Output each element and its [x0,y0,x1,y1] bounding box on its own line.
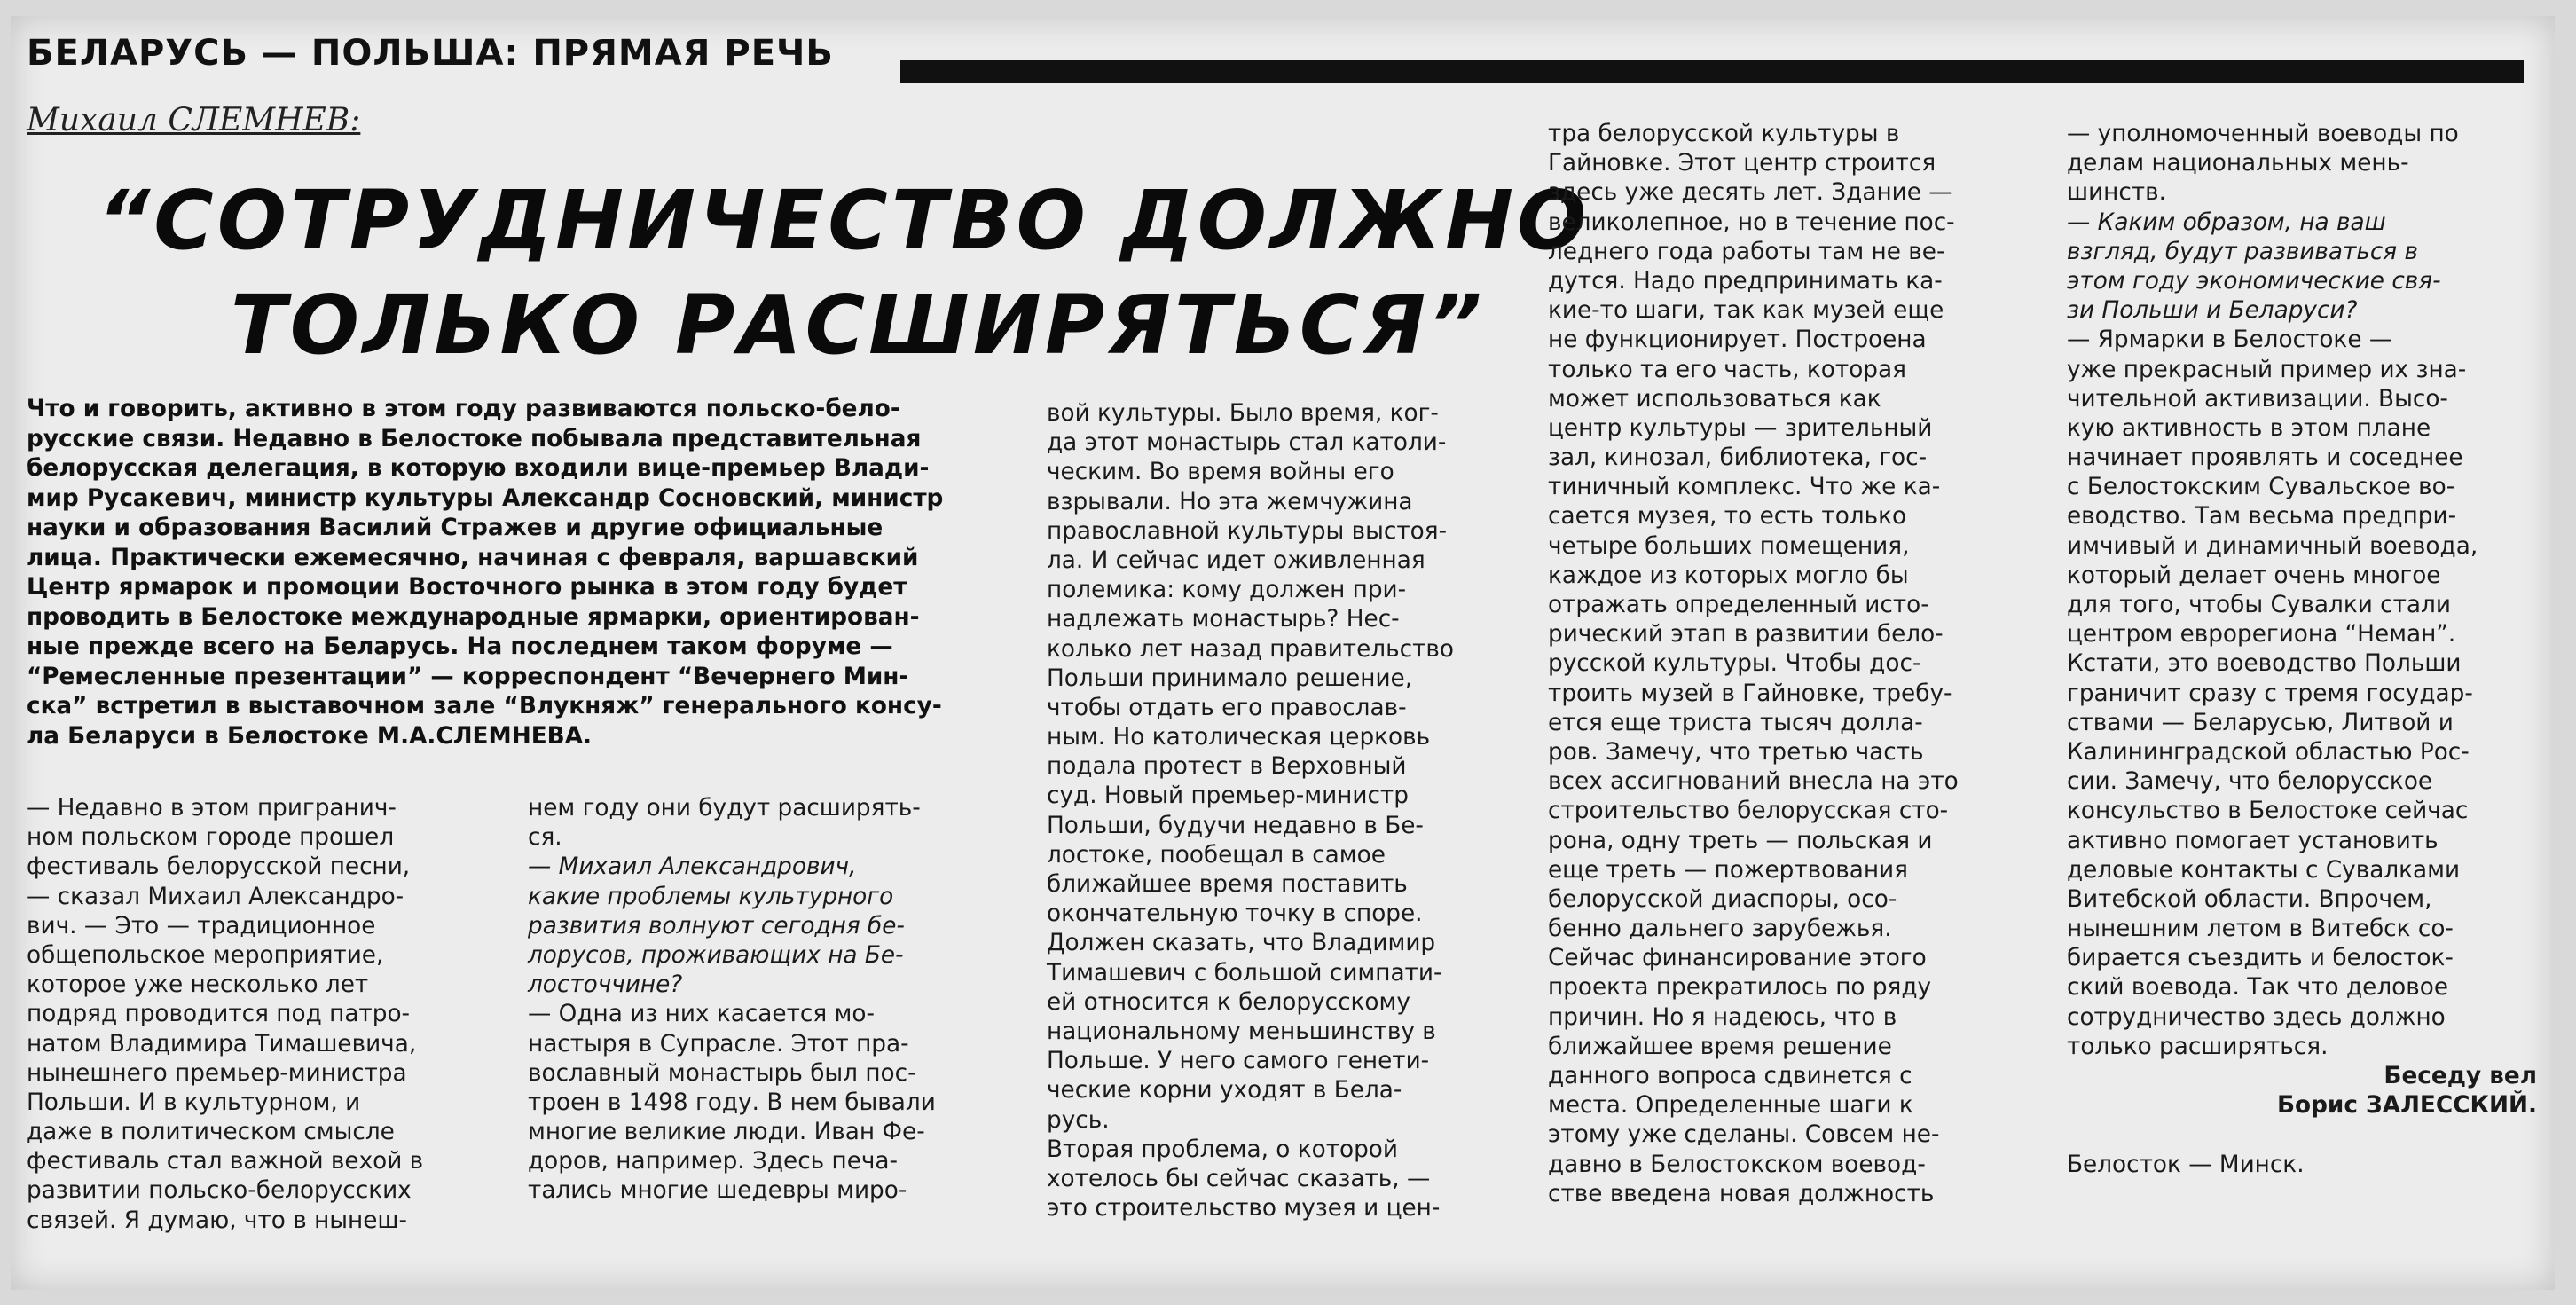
text-line: может использоваться как [1548,385,1881,413]
text-line: четыре больших помещения, [1548,532,1910,560]
text-line: Польши, будучи недавно в Бе- [1047,812,1424,839]
text-line: — Каким образом, на ваш [2067,208,2386,236]
text-line: развитии польско-белорусских [27,1177,412,1205]
text-line: консульство в Белостоке сейчас [2067,798,2469,825]
text-line: многие великие люди. Иван Фе- [528,1119,925,1146]
text-line: полемика: кому должен при- [1047,577,1407,604]
text-line: этом году экономические свя- [2067,267,2441,295]
text-line: центром еврорегиона “Неман”. [2067,621,2456,649]
text-line: национальному меньшинству в [1047,1018,1436,1045]
text-line: ей относится к белорусскому [1047,988,1410,1016]
text-line: окончательную точку в споре. [1047,900,1423,928]
signoff-place: Белосток — Минск. [2067,1151,2305,1178]
text-line: даже в политическом смысле [27,1119,395,1146]
text-line: зи Польши и Беларуси? [2067,297,2358,325]
lead-paragraph [27,395,993,751]
text-line: ский воевода. Так что деловое [2067,974,2448,1002]
text-line: чтобы отдать его православ- [1047,694,1407,721]
text-line: данного вопроса сдвинется с [1548,1063,1912,1089]
text-line: ные прежде всего на Беларусь. На последнем таком форуме — [27,633,893,660]
text-line: лица. Практически ежемесячно, начиная с февраля, варшавский [27,544,919,571]
text-line: развития волнуют сегодня бе- [528,912,905,939]
text-line: Сейчас финансирование этого [1548,945,1927,972]
text-line: леднего года работы там не ве- [1548,238,1945,265]
text-line: центр культуры — зрительный [1548,414,1933,442]
column-1 [27,794,488,1236]
text-line: сается музея, то есть только [1548,503,1907,531]
text-line: это строительство музея и цен- [1047,1195,1441,1222]
text-line: с Белостокским Сувальское во- [2067,474,2455,501]
text-line: ется еще триста тысяч долла- [1548,709,1923,736]
text-line: ном польском городе прошел [27,824,395,852]
text-line: вой культуры. Было время, ког- [1047,400,1439,427]
text-line: — Ярмарки в Белостоке — [2067,326,2393,354]
text-line: русские связи. Недавно в Белостоке побывала представительная [27,425,922,452]
text-line: бирается съездить и белосток- [2067,945,2454,972]
text-line: который делает очень многое [2067,562,2441,589]
text-line: — Одна из них касается мо- [528,1001,875,1028]
text-line: ска” встретил в выставочном зале “Влукняж” генерального консу- [27,693,942,719]
column-2 [528,794,989,1207]
text-line: кие-то шаги, так как музей еще [1548,297,1944,325]
text-line: ческим. Во время войны его [1047,459,1394,486]
text-line: нынешним летом в Витебск со- [2067,916,2454,943]
text-line: строительство белорусская сто- [1548,798,1949,825]
text-line: “Ремесленные презентации” — корреспондент “Вечернего Мин- [27,663,909,690]
headline-line-2: ТОЛЬКО РАСШИРЯТЬСЯ” [231,278,1486,373]
text-line: ся. [528,824,562,852]
text-line: Кстати, это воеводство Польши [2067,650,2462,678]
text-line: тались многие шедевры миро- [528,1177,907,1205]
signoff-credit-label: Беседу вел [2384,1063,2537,1089]
text-line: бенно дальнего зарубежья. [1548,916,1892,943]
text-line: не функционирует. Построена [1548,326,1927,354]
text-line: взгляд, будут развиваться в [2067,238,2418,265]
text-line: Тимашевич с большой симпати- [1047,959,1442,987]
text-line: рона, одну треть — польская и [1548,827,1933,854]
text-line: колько лет назад правительство [1047,635,1454,663]
headline-line-1: “СОТРУДНИЧЕСТВО ДОЛЖНО [98,173,1590,268]
text-line: ближайшее время поставить [1047,871,1408,898]
text-line: общепольское мероприятие, [27,941,384,969]
text-line: фестиваль белорусской песни, [27,853,411,881]
text-line: деловые контакты с Сувалками [2067,856,2461,884]
text-line: лостоке, пообещал в самое [1047,841,1386,869]
spacer [2067,1120,2537,1150]
text-line: чительной активизации. Высо- [2067,385,2448,413]
text-line: Калининградской областью Рос- [2067,738,2470,766]
text-line: настыря в Супрасле. Этот пра- [528,1030,909,1057]
text-line: сотрудничество здесь должно [2067,1003,2446,1031]
text-line: взрывали. Но эта жемчужина [1047,488,1413,515]
text-line: ческие корни уходят в Бела- [1047,1077,1402,1105]
text-line: великолепное, но в течение пос- [1548,208,1955,236]
text-line: мир Русакевич, министр культуры Александр Сосновский, министр [27,484,944,512]
text-line: сии. Замечу, что белорусское [2067,768,2433,796]
text-line: троен в 1498 году. В нем бывали [528,1089,936,1116]
text-line: ным. Но католическая церковь [1047,724,1431,751]
text-line: доров, например. Здесь печа- [528,1148,899,1175]
text-line: еще треть — пожертвования [1548,856,1908,884]
text-line: стве введена новая должность [1548,1180,1935,1207]
text-line: фестиваль стал важной вехой в [27,1148,424,1175]
text-line: места. Определенные шаги к [1548,1092,1913,1120]
text-line: хотелось бы сейчас сказать, — [1047,1165,1431,1192]
text-line: Польши. И в культурном, и [27,1089,361,1116]
text-line: Гайновке. Этот центр строится [1548,150,1936,177]
text-line: проекта прекратилось по ряду [1548,974,1932,1002]
text-line: белорусской диаспоры, осо- [1548,885,1897,913]
text-line: подряд проводится под патро- [27,1001,411,1028]
text-line: проводить в Белостоке международные ярмарки, ориентирован- [27,603,920,631]
text-line: Вторая проблема, о которой [1047,1136,1398,1163]
text-line: имчивый и динамичный воевода, [2067,532,2478,560]
text-line: какие проблемы культурного [528,883,894,910]
text-line: ла. И сейчас идет оживленная [1047,546,1425,574]
text-line: лосточчине? [528,971,683,999]
text-line: троить музей в Гайновке, требу- [1548,680,1952,707]
text-line: — уполномоченный воеводы по [2067,121,2459,147]
text-line: всех ассигнований внесла на это [1548,768,1959,796]
text-line: надлежать монастырь? Нес- [1047,606,1400,633]
text-line: белорусская делегация, в которую входили вице-премьер Влади- [27,455,930,482]
text-line: ров. Замечу, что третью часть [1548,738,1924,766]
text-line: Центр ярмарок и промоции Восточного рынка в этом году будет [27,574,907,601]
text-line: связей. Я думаю, что в нынеш- [27,1207,407,1234]
text-line: только та его часть, которая [1548,356,1906,383]
text-line: русь. [1047,1106,1110,1134]
text-line: которое уже несколько лет [27,971,369,999]
text-line: русской культуры. Чтобы дос- [1548,650,1921,678]
column-5 [2067,120,2537,1180]
text-line: каждое из которых могло бы [1548,562,1909,589]
text-line: — сказал Михаил Александро- [27,883,404,910]
rubric-rule [900,60,2524,83]
text-line: ствами — Беларусью, Литвой и [2067,709,2454,736]
column-3 [1047,399,1508,1223]
text-line: кую активность в этом плане [2067,414,2431,442]
text-line: только расширяться. [2067,1033,2329,1060]
headline [98,169,1590,378]
text-line: лорусов, проживающих на Бе- [528,941,904,969]
text-line: активно помогает установить [2067,827,2439,854]
text-line: начинает проявлять и соседнее [2067,444,2463,472]
text-line: суд. Новый премьер-министр [1047,782,1409,810]
text-line: делам национальных мень- [2067,150,2409,177]
text-line: этому уже сделаны. Совсем не- [1548,1121,1940,1149]
text-line: тиничный комплекс. Что же ка- [1548,474,1941,501]
text-line: — Михаил Александрович, [528,853,857,881]
text-line: для того, чтобы Сувалки стали [2067,592,2451,618]
text-line: Польши принимало решение, [1047,664,1413,692]
text-line: Витебской области. Впрочем, [2067,885,2432,913]
column-4 [1548,120,2018,1209]
text-line: нынешнего премьер-министра [27,1059,407,1087]
text-line: тра белорусской культуры в [1548,121,1900,147]
text-line: еводство. Там весьма предпри- [2067,503,2457,531]
text-line: дутся. Надо предпринимать ка- [1548,267,1943,295]
text-line: зал, кинозал, библиотека, гос- [1548,444,1928,472]
text-line: граничит сразу с тремя государ- [2067,680,2473,707]
text-line: уже прекрасный пример их зна- [2067,356,2467,383]
text-line: Должен сказать, что Владимир [1047,930,1436,957]
text-line: ла Беларуси в Белостоке М.А.СЛЕМНЕВА. [27,722,593,750]
text-line: рический этап в развитии бело- [1548,621,1944,649]
text-line: Польше. У него самого генети- [1047,1048,1430,1075]
text-line: нем году они будут расширять- [528,795,921,822]
text-line: шинств. [2067,179,2166,207]
byline: Михаил СЛЕМНЕВ: [27,102,361,138]
text-line: подала протест в Верховный [1047,753,1407,781]
text-line: вич. — Это — традиционное [27,912,376,939]
text-line: ближайшее время решение [1548,1033,1892,1060]
text-line: здесь уже десять лет. Здание — [1548,179,1952,207]
text-line: вославный монастырь был пос- [528,1059,916,1087]
text-line: давно в Белостокском воевод- [1548,1151,1926,1178]
text-line: православной культуры выстоя- [1047,517,1448,545]
text-line: отражать определенный исто- [1548,592,1929,618]
text-line: причин. Но я надеюсь, что в [1548,1003,1897,1031]
text-line: да этот монастырь стал католи- [1047,429,1447,457]
text-line: натом Владимира Тимашевича, [27,1030,417,1057]
signoff-author: Борис ЗАЛЕССКИЙ. [2276,1092,2537,1120]
text-line: науки и образования Василий Стражев и другие официальные [27,515,884,541]
text-line: — Недавно в этом пригранич- [27,795,397,822]
section-rubric: БЕЛАРУСЬ — ПОЛЬША: ПРЯМАЯ РЕЧЬ [27,33,834,74]
text-line: Что и говорить, активно в этом году развиваются польско-бело- [27,396,900,422]
